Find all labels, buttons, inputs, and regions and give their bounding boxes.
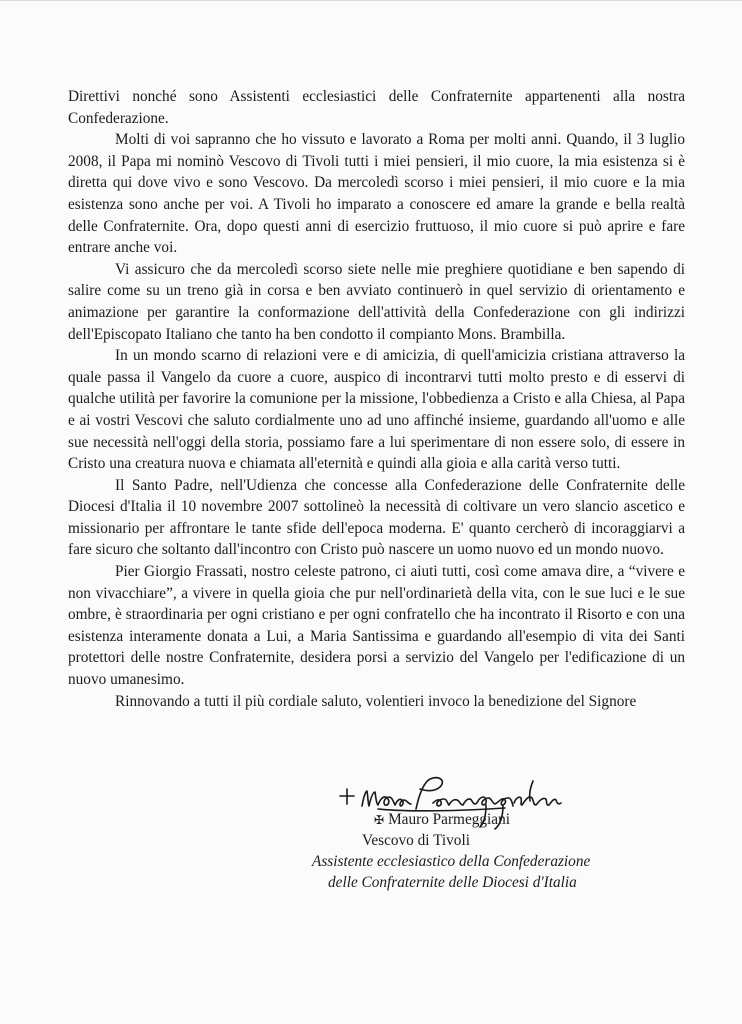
paragraph-assurance: Vi assicuro che da mercoledì scorso siete nelle mie preghiere quotidiane e ben sapendo di salire come su un treno già in corsa e ben avviato continuerò in quel servizio di orientamento e animazione per garantire la conformazione dell'attività della Confederazione con gli indirizzi dell'Episcopato Italiano che tanto ha ben condotto il compianto Mons. Brambilla. bbox=[68, 260, 685, 343]
signatory-role: Assistente ecclesiastico della Confederazione bbox=[312, 853, 591, 870]
signatory-name: Mauro Parmeggiani bbox=[388, 811, 510, 828]
paragraph-frassati: Pier Giorgio Frassati, nostro celeste patrono, ci aiuti tutti, così come amava dire, a “vivere e non vivacchiare”, a vivere in quella gioia che pur nell'ordinarietà della vita, con le sue luci e le sue ombre, è straordinaria per ogni cristiano e per ogni confratello che ha incontrato il Risorto e con una esistenza interamente donata a Lui, a Maria Santissima e guardando all'esempio di vita dei Santi protettori delle nostre Confraternite, desidera porsi a servizio del Vangelo per l'edificazione di un nuovo umanesimo. bbox=[68, 563, 685, 689]
paragraph-rome-tivoli: Molti di voi sapranno che ho vissuto e lavorato a Roma per molti anni. Quando, il 3 luglio 2008, il Papa mi nominò Vescovo di Tivoli tutti i miei pensieri, il mio cuore, la mia esistenza si è diretta qui dove vivo e sono Vescovo. Da mercoledì scorso i miei pensieri, il mio cuore e la mia esistenza sono anche per voi. A Tivoli ho imparato a conoscere ed amare la grande e bella realtà delle Confraternite. Ora, dopo questi anni di esercizio fruttuoso, il mio cuore si può aprire e fare entrare anche voi. bbox=[68, 131, 685, 257]
paragraph-holy-father: Il Santo Padre, nell'Udienza che concesse alla Confederazione delle Confraternite delle Diocesi d'Italia il 10 novembre 2007 sottolineò la necessità di coltivare un vero slancio ascetico e missionario per affrontare le tante sfide dell'epoca moderna. E' quanto cercherò di incoraggiarvi a fare sicuro che soltanto dall'incontro con Cristo può nascere un uomo nuovo ed un mondo nuovo. bbox=[68, 476, 685, 559]
paragraph-continuation: Direttivi nonché sono Assistenti ecclesiastici delle Confraternite appartenenti alla nostra Confederazione. bbox=[68, 88, 685, 127]
signature-block bbox=[300, 765, 660, 895]
letter-body bbox=[68, 86, 685, 712]
paragraph-closing-greeting: Rinnovando a tutti il più cordiale saluto, volentieri invoco la benedizione del Signore bbox=[115, 692, 637, 710]
signatory-title: Vescovo di Tivoli bbox=[362, 832, 470, 849]
page-top-edge bbox=[0, 0, 742, 1]
cross-icon: ✠ bbox=[374, 813, 385, 827]
signatory-organization: delle Confraternite delle Diocesi d'Italia bbox=[328, 874, 577, 891]
paragraph-friendship: In un mondo scarno di relazioni vere e di amicizia, di quell'amicizia cristiana attraverso la quale passa il Vangelo da cuore a cuore, auspico di incontrarvi tutti molto presto e di esservi di qualche utilità per favorire la comunione per la missione, l'obbedienza a Cristo e alla Chiesa, al Papa e ai vostri Vescovi che saluto cordialmente uno ad uno affinché insieme, guardando all'uomo e alle sue necessità nell'oggi della storia, possiamo fare a lui sperimentare di non essere solo, di essere in Cristo una creatura nuova e chiamata all'eternità e quindi alla gioia e alla carità verso tutti. bbox=[68, 347, 685, 473]
